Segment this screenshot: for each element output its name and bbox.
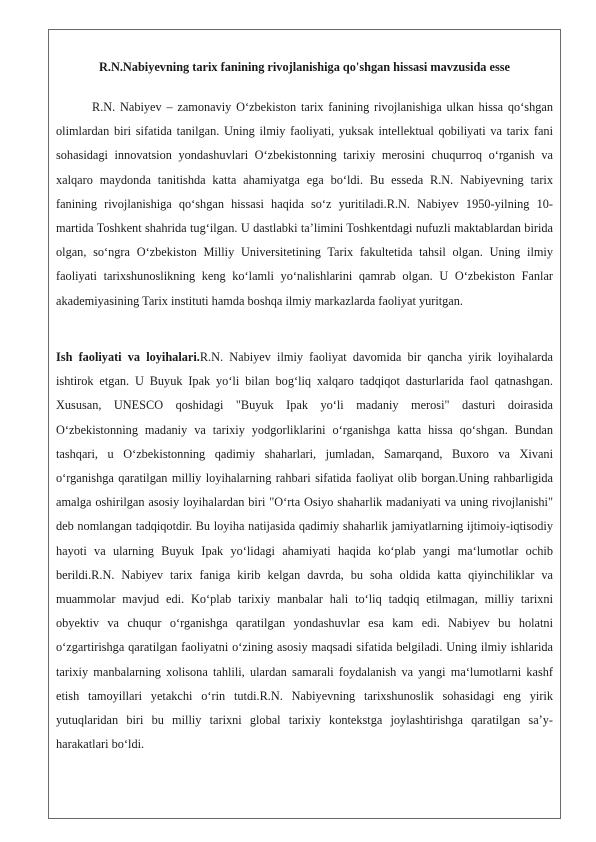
intro-paragraph [56, 95, 553, 313]
document-title: R.N.Nabiyevning tarix fanining rivojlanishiga qo'shgan hissasi mavzusida esse [99, 60, 510, 74]
work-paragraph-text: R.N. Nabiyev ilmiy faoliyat davomida bir qancha yirik loyihalarda ishtirok etgan. U Buyuk Ipak yo‘li bilan bog‘liq xalqaro tadqiqot dasturlarida faol qatnashgan. Xususan, UNESCO qoshidagi "Buyuk Ipak yo‘li madaniy merosi" dasturi doirasida O‘zbekistonning madaniy va tarixiy yodgorliklarini o‘rganishga katta hissa qo‘shgan. Bundan tashqari, u O‘zbekistonning qadimiy shaharlari, jumladan, Samarqand, Buxoro va Xivani o‘rganishga qaratilgan milliy loyihalarning rahbari sifatida faoliyat olib borgan.Uning rahbarligida amalga oshirilgan asosiy loyihalardan biri "O‘rta Osiyo shaharlik madaniyati va uning rivojlanishi" deb nomlangan tadqiqotdir. Bu loyiha natijasida qadimiy shaharlik jamiyatlarning ijtimoiy-iqtisodiy hayoti va ularning Buyuk Ipak yo‘lidagi ahamiyati haqida ko‘plab yangi ma‘lumotlar ochib berildi.R.N. Nabiyev tarix faniga kirib kelgan davrda, bu soha oldida katta qiyinchiliklar va muammolar mavjud edi. Ko‘plab tarixiy manbalar hali to‘liq tadqiq etilmagan, milliy tarixni obyektiv va chuqur o‘rganishga qaratilgan yondashuvlar esa kam edi. Nabiyev bu holatni o‘zgartirishga qaratilgan faoliyatni o‘zining asosiy maqsadi sifatida belgiladi. Uning ilmiy ishlarida tarixiy manbalarning xolisona tahlili, ulardan samarali foydalanish va yangi ma‘lumotlarni kashf etish tamoyillari yetakchi o‘rin tutdi.R.N. Nabiyevning tarixshunoslik sohasidagi eng yirik yutuqlaridan biri bu milliy tarixni global tarixiy kontekstga joylashtirishga qaratilgan sa’y-harakatlari bo‘ldi. [56, 350, 554, 752]
work-paragraph [56, 345, 553, 756]
section-heading: Ish faoliyati va loyihalari. [56, 350, 200, 364]
intro-paragraph-text: R.N. Nabiyev – zamonaviy O‘zbekiston tarix fanining rivojlanishiga ulkan hissa qo‘shgan olimlardan biri sifatida tanilgan. Uning ilmiy faoliyati, yuksak intellektual qobiliyati va tarix fani sohasidagi innovatsion yondashuvlari O‘zbekistonning tarixiy merosini chuqurroq o‘rganish va xalqaro maydonda tanitishda katta ahamiyatga ega bo‘ldi. Bu esseda R.N. Nabiyevning tarix fanining rivojlanishiga qo‘shgan hissasi haqida so‘z yuritiladi.R.N. Nabiyev 1950-yilning 10-martida Toshkent shahrida tug‘ilgan. U dastlabki ta’limini Toshkentdagi nufuzli maktablardan birida olgan, so‘ngra O‘zbekiston Milliy Universitetining Tarix fakultetida tahsil olgan. Uning ilmiy faoliyati tarixshunoslikning keng ko‘lamli yo‘nalishlarini qamrab olgan. U O‘zbekiston Fanlar akademiyasining Tarix instituti hamda boshqa ilmiy markazlarda faoliyat yuritgan. [56, 100, 553, 308]
